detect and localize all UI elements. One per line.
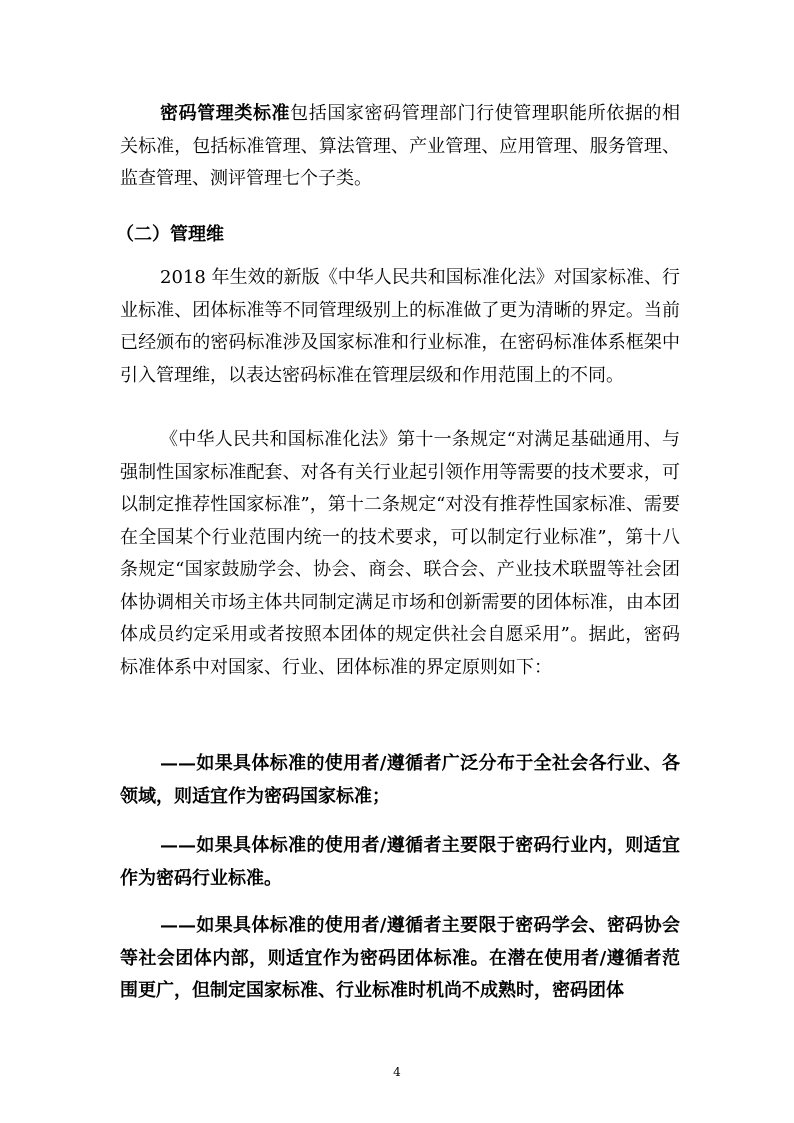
page-number: 4 (393, 1065, 401, 1079)
paragraph-text: 包括国家密码管理部门行使管理职能所依据的相关标准，包括标准管理、算法管理、产业管理、应用管理、服务管理、监查管理、测评管理七个子类。 (120, 103, 681, 189)
bold-lead-term: 密码管理类标准 (160, 103, 291, 124)
rule-group-standard: ——如果具体标准的使用者/遵循者主要限于密码学会、密码协会等社会团体内部，则适宜作为密码团体标准。在潜在使用者/遵循者范围更广，但制定国家标准、行业标准时机尚不成熟时，密码团体 (120, 915, 680, 1001)
paragraph-crypto-management-standards (120, 98, 680, 196)
paragraph-standardization-law: 《中华人民共和国标准化法》第十一条规定“对满足基础通用、与强制性国家标准配套、对各有关行业起引领作用等需要的技术要求，可以制定推荐性国家标准”，第十二条规定“对没有推荐性国家标准、需要在全国某个行业范围内统一的技术要求，可以制定行业标准”，第十八条规定“国家鼓励学会、协会、商会、联合会、产业技术联盟等社会团体协调相关市场主体共同制定满足市场和创新需要的团体标准，由本团体成员约定采用或者按照本团体的规定供社会自愿采用”。据此，密码标准体系中对国家、行业、团体标准的界定原则如下： (120, 429, 680, 678)
paragraph-management-dimension: 2018 年生效的新版《中华人民共和国标准化法》对国家标准、行业标准、团体标准等不同管理级别上的标准做了更为清晰的界定。当前已经颁布的密码标准涉及国家标准和行业标准，在密码标准体系框架中引入管理维，以表达密码标准在管理层级和作用范围上的不同。 (120, 267, 680, 386)
section-heading: （二）管理维 (116, 224, 224, 245)
rule-national-standard: ——如果具体标准的使用者/遵循者广泛分布于全社会各行业、各领域，则适宜作为密码国家标准； (120, 753, 680, 807)
rule-industry-standard: ——如果具体标准的使用者/遵循者主要限于密码行业内，则适宜作为密码行业标准。 (120, 835, 680, 889)
